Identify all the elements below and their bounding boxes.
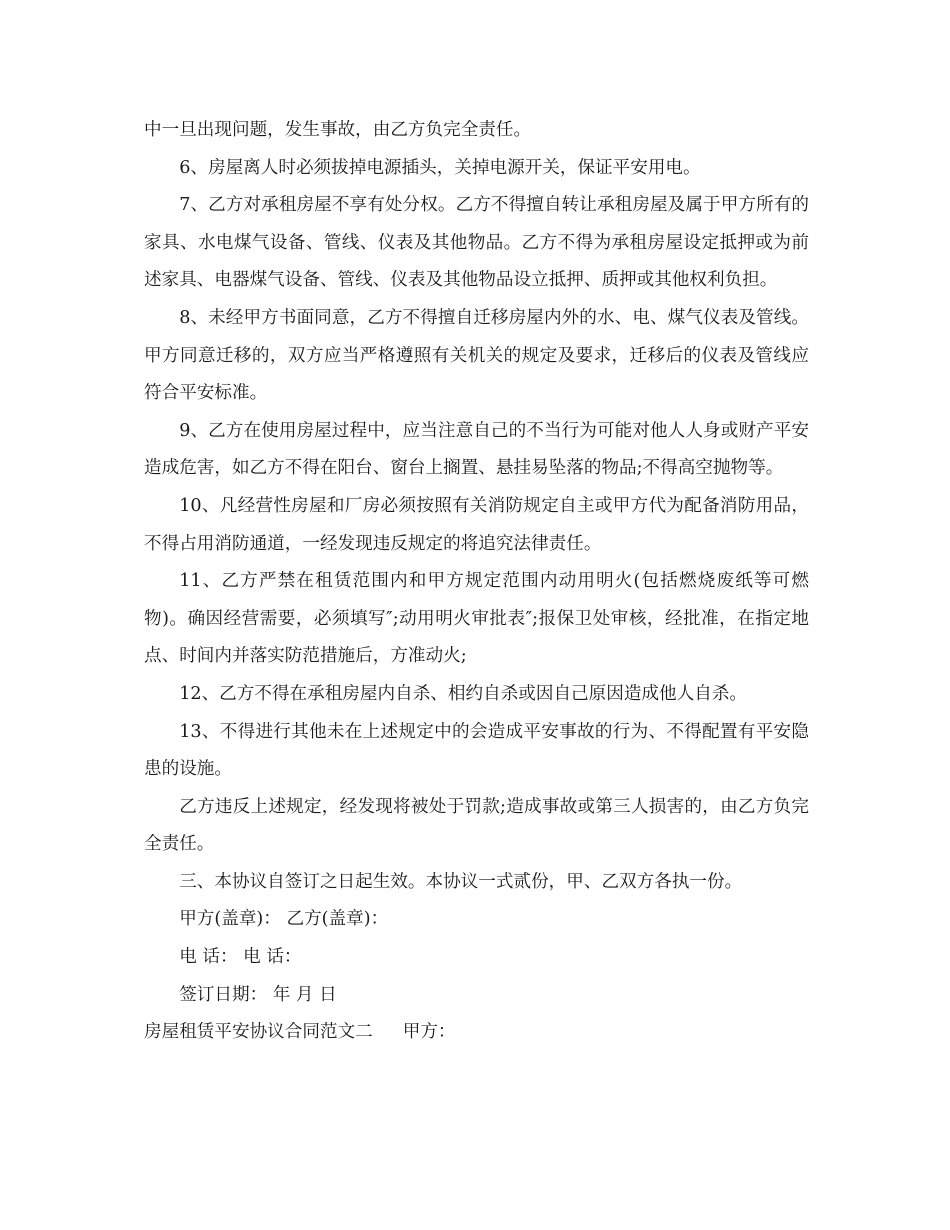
signature-phones: 电 话： 电 话：	[179, 947, 302, 968]
clause-8: 8、未经甲方书面同意，乙方不得擅自迁移房屋内外的水、电、煤气仪表及管线。甲方同意迁移的，双方应当严格遵照有关机关的规定及要求，迁移后的仪表及管线应符合平安标准。	[144, 307, 809, 404]
document-body	[144, 112, 809, 1052]
signature-parties: 甲方(盖章)： 乙方(盖章)：	[179, 909, 389, 930]
violation-paragraph: 乙方违反上述规定，经发现将被处于罚款;造成事故或第三人损害的，由乙方负完全责任。	[144, 796, 809, 855]
clause-6: 6、房屋离人时必须拔掉电源插头，关掉电源开关，保证平安用电。	[179, 157, 701, 178]
next-section-line	[144, 1014, 809, 1052]
effective-clause: 三、本协议自签订之日起生效。本协议一式贰份，甲、乙双方各执一份。	[179, 871, 743, 892]
signature-date: 签订日期： 年 月 日	[179, 984, 337, 1005]
clause-7: 7、乙方对承租房屋不享有处分权。乙方不得擅自转让承租房屋及属于甲方所有的家具、水电煤气设备、管线、仪表及其他物品。乙方不得为承租房屋设定抵押或为前述家具、电器煤气设备、管线、仪表及其他物品设立抵押、质押或其他权利负担。	[144, 195, 809, 291]
clause-13: 13、不得进行其他未在上述规定中的会造成平安事故的行为、不得配置有平安隐患的设施。	[144, 721, 809, 780]
next-contract-title: 房屋租赁平安协议合同范文二	[144, 1022, 373, 1043]
clause-11: 11、乙方严禁在租赁范围内和甲方规定范围内动用明火(包括燃烧废纸等可燃物)。确因经营需要，必须填写″;动用明火审批表″;报保卫处审核，经批准，在指定地点、时间内并落实防范措施后，方准动火;	[144, 571, 809, 667]
paragraph-continuation: 中一旦出现问题，发生事故，由乙方负完全责任。	[144, 120, 532, 140]
clause-12: 12、乙方不得在承租房屋内自杀、相约自杀或因自己原因造成他人自杀。	[179, 683, 747, 704]
next-contract-party: 甲方：	[402, 1022, 456, 1043]
clause-9: 9、乙方在使用房屋过程中，应当注意自己的不当行为可能对他人人身或财产平安造成危害，如乙方不得在阳台、窗台上搁置、悬挂易坠落的物品;不得高空抛物等。	[144, 420, 809, 479]
clause-10: 10、凡经营性房屋和厂房必须按照有关消防规定自主或甲方代为配备消防用品，不得占用消防通道，一经发现违反规定的将追究法律责任。	[144, 495, 809, 554]
